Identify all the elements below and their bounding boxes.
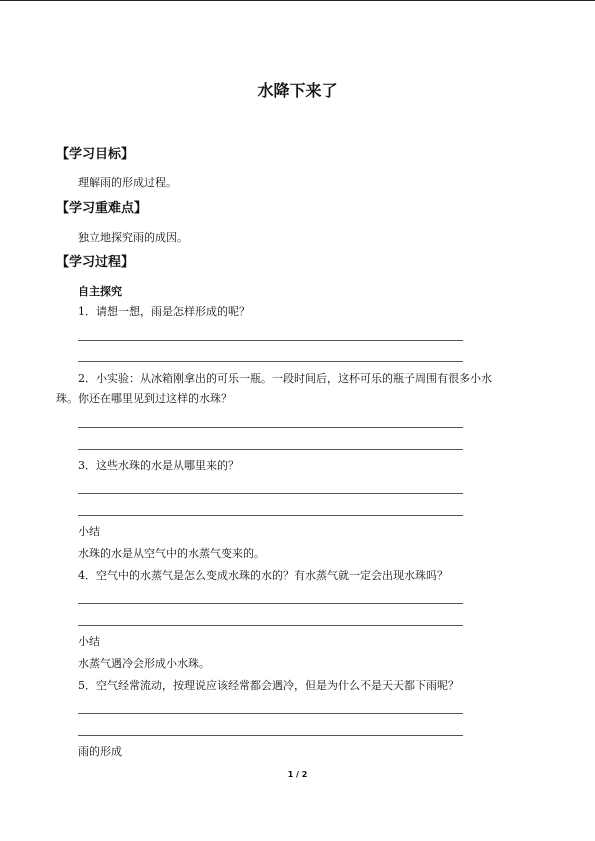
- section-heading-keypoints: 【学习重难点】: [56, 201, 148, 216]
- summary-1-label: 小结: [78, 525, 100, 538]
- keypoints-text: 独立地探究雨的成因。: [78, 231, 188, 244]
- question-5: 5．空气经常流动，按理说应该经常都会遇冷，但是为什么不是天天都下雨呢？: [78, 679, 459, 692]
- answer-line[interactable]: [78, 713, 463, 714]
- summary-2-label: 小结: [78, 635, 100, 648]
- section-heading-goals: 【学习目标】: [56, 147, 135, 162]
- section-heading-process: 【学习过程】: [56, 255, 135, 270]
- header-rule: [0, 0, 595, 1]
- question-2-line-1: 2．小实验：从冰箱刚拿出的可乐一瓶。一段时间后，这杯可乐的瓶子周围有很多小水: [78, 372, 492, 385]
- question-2-line-2: 珠。你还在哪里见到过这样的水珠？: [56, 392, 232, 405]
- answer-line[interactable]: [78, 603, 463, 604]
- goals-text: 理解雨的形成过程。: [78, 176, 177, 189]
- summary-2-text: 水蒸气遇冷会形成小水珠。: [78, 657, 210, 670]
- answer-line[interactable]: [78, 493, 463, 494]
- answer-line[interactable]: [78, 340, 463, 341]
- answer-line[interactable]: [78, 735, 463, 736]
- question-1: 1．请想一想，雨是怎样形成的呢？: [78, 305, 250, 318]
- page-title: 水降下来了: [257, 81, 338, 100]
- answer-line[interactable]: [78, 625, 463, 626]
- answer-line[interactable]: [78, 427, 463, 428]
- subheading-self-inquiry: 自主探究: [78, 285, 122, 298]
- question-3: 3．这些水珠的水是从哪里来的？: [78, 459, 239, 472]
- answer-line[interactable]: [78, 449, 463, 450]
- answer-line[interactable]: [78, 515, 463, 516]
- summary-1-text: 水珠的水是从空气中的水蒸气变来的。: [78, 547, 265, 560]
- page-number: 1 / 2: [287, 770, 308, 779]
- answer-line[interactable]: [78, 361, 463, 362]
- question-4: 4．空气中的水蒸气是怎么变成水珠的水的？有水蒸气就一定会出现水珠吗？: [78, 569, 448, 582]
- rain-formation-label: 雨的形成: [78, 745, 122, 758]
